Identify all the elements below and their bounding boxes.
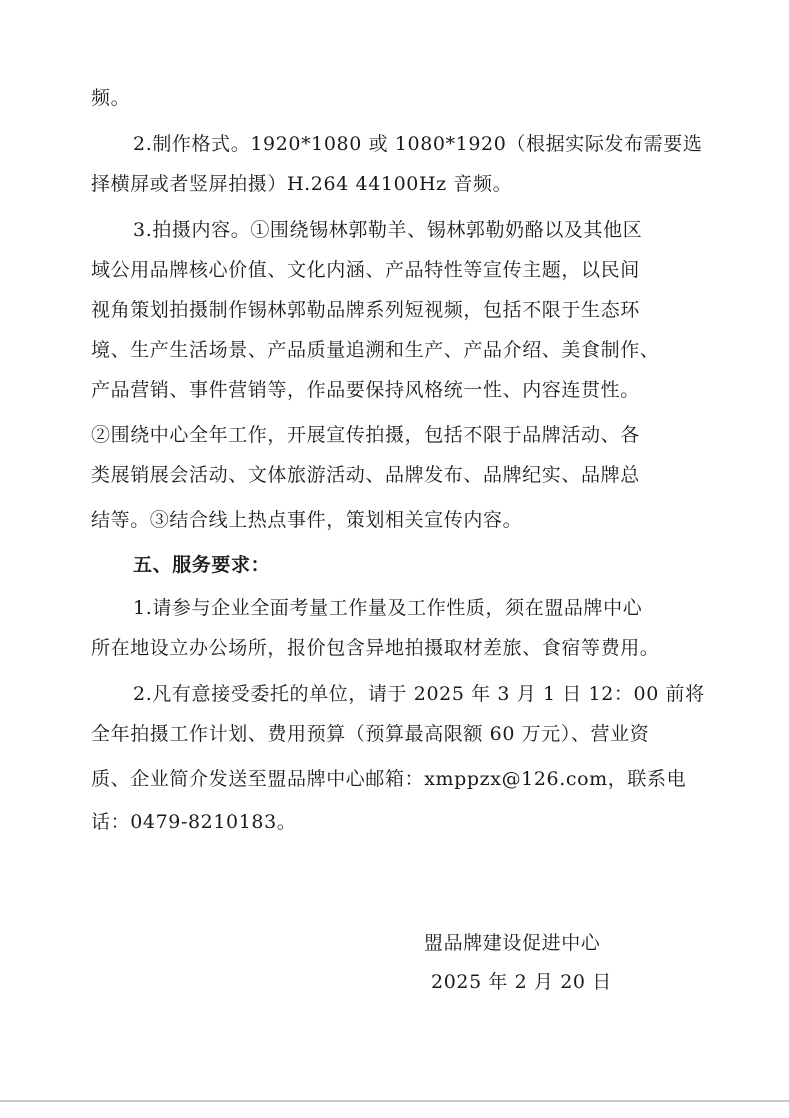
text-line-14: 所在地设立办公场所，报价包含异地拍摄取材差旅、食宿等费用。: [91, 637, 660, 659]
text-line-17: 质、企业简介发送至盟品牌中心邮箱：xmppzx@126.com，联系电: [91, 768, 687, 790]
page-bottom-edge: [0, 1100, 789, 1102]
text-line-4: 3.拍摄内容。①围绕锡林郭勒羊、锡林郭勒奶酪以及其他区: [133, 219, 643, 241]
text-line-3: 择横屏或者竖屏拍摄）H.264 44100Hz 音频。: [91, 173, 513, 195]
text-line-18: 话：0479-8210183。: [91, 811, 297, 833]
text-line-13: 1.请参与企业全面考量工作量及工作性质，须在盟品牌中心: [133, 597, 643, 619]
text-line-1: 频。: [91, 87, 131, 109]
signature-date: 2025 年 2 月 20 日: [431, 971, 612, 993]
text-line-10: 类展销展会活动、文体旅游活动、品牌发布、品牌纪实、品牌总: [91, 464, 640, 486]
signature-org: 盟品牌建设促进中心: [424, 932, 601, 954]
text-line-8: 产品营销、事件营销等，作品要保持风格统一性、内容连贯性。: [91, 379, 640, 401]
text-line-16: 全年拍摄工作计划、费用预算（预算最高限额 60 万元）、营业资: [91, 723, 650, 745]
section-heading: 五、服务要求：: [133, 554, 271, 576]
text-line-7: 境、生产生活场景、产品质量追溯和生产、产品介绍、美食制作、: [91, 339, 660, 361]
text-line-5: 域公用品牌核心价值、文化内涵、产品特性等宣传主题，以民间: [91, 259, 640, 281]
text-line-9: ②围绕中心全年工作，开展宣传拍摄，包括不限于品牌活动、各: [91, 424, 640, 446]
text-line-11: 结等。③结合线上热点事件，策划相关宣传内容。: [91, 509, 523, 531]
text-line-6: 视角策划拍摄制作锡林郭勒品牌系列短视频，包括不限于生态环: [91, 299, 640, 321]
text-line-15: 2.凡有意接受委托的单位，请于 2025 年 3 月 1 日 12：00 前将: [133, 683, 705, 705]
text-line-2: 2.制作格式。1920*1080 或 1080*1920（根据实际发布需要选: [133, 133, 703, 155]
